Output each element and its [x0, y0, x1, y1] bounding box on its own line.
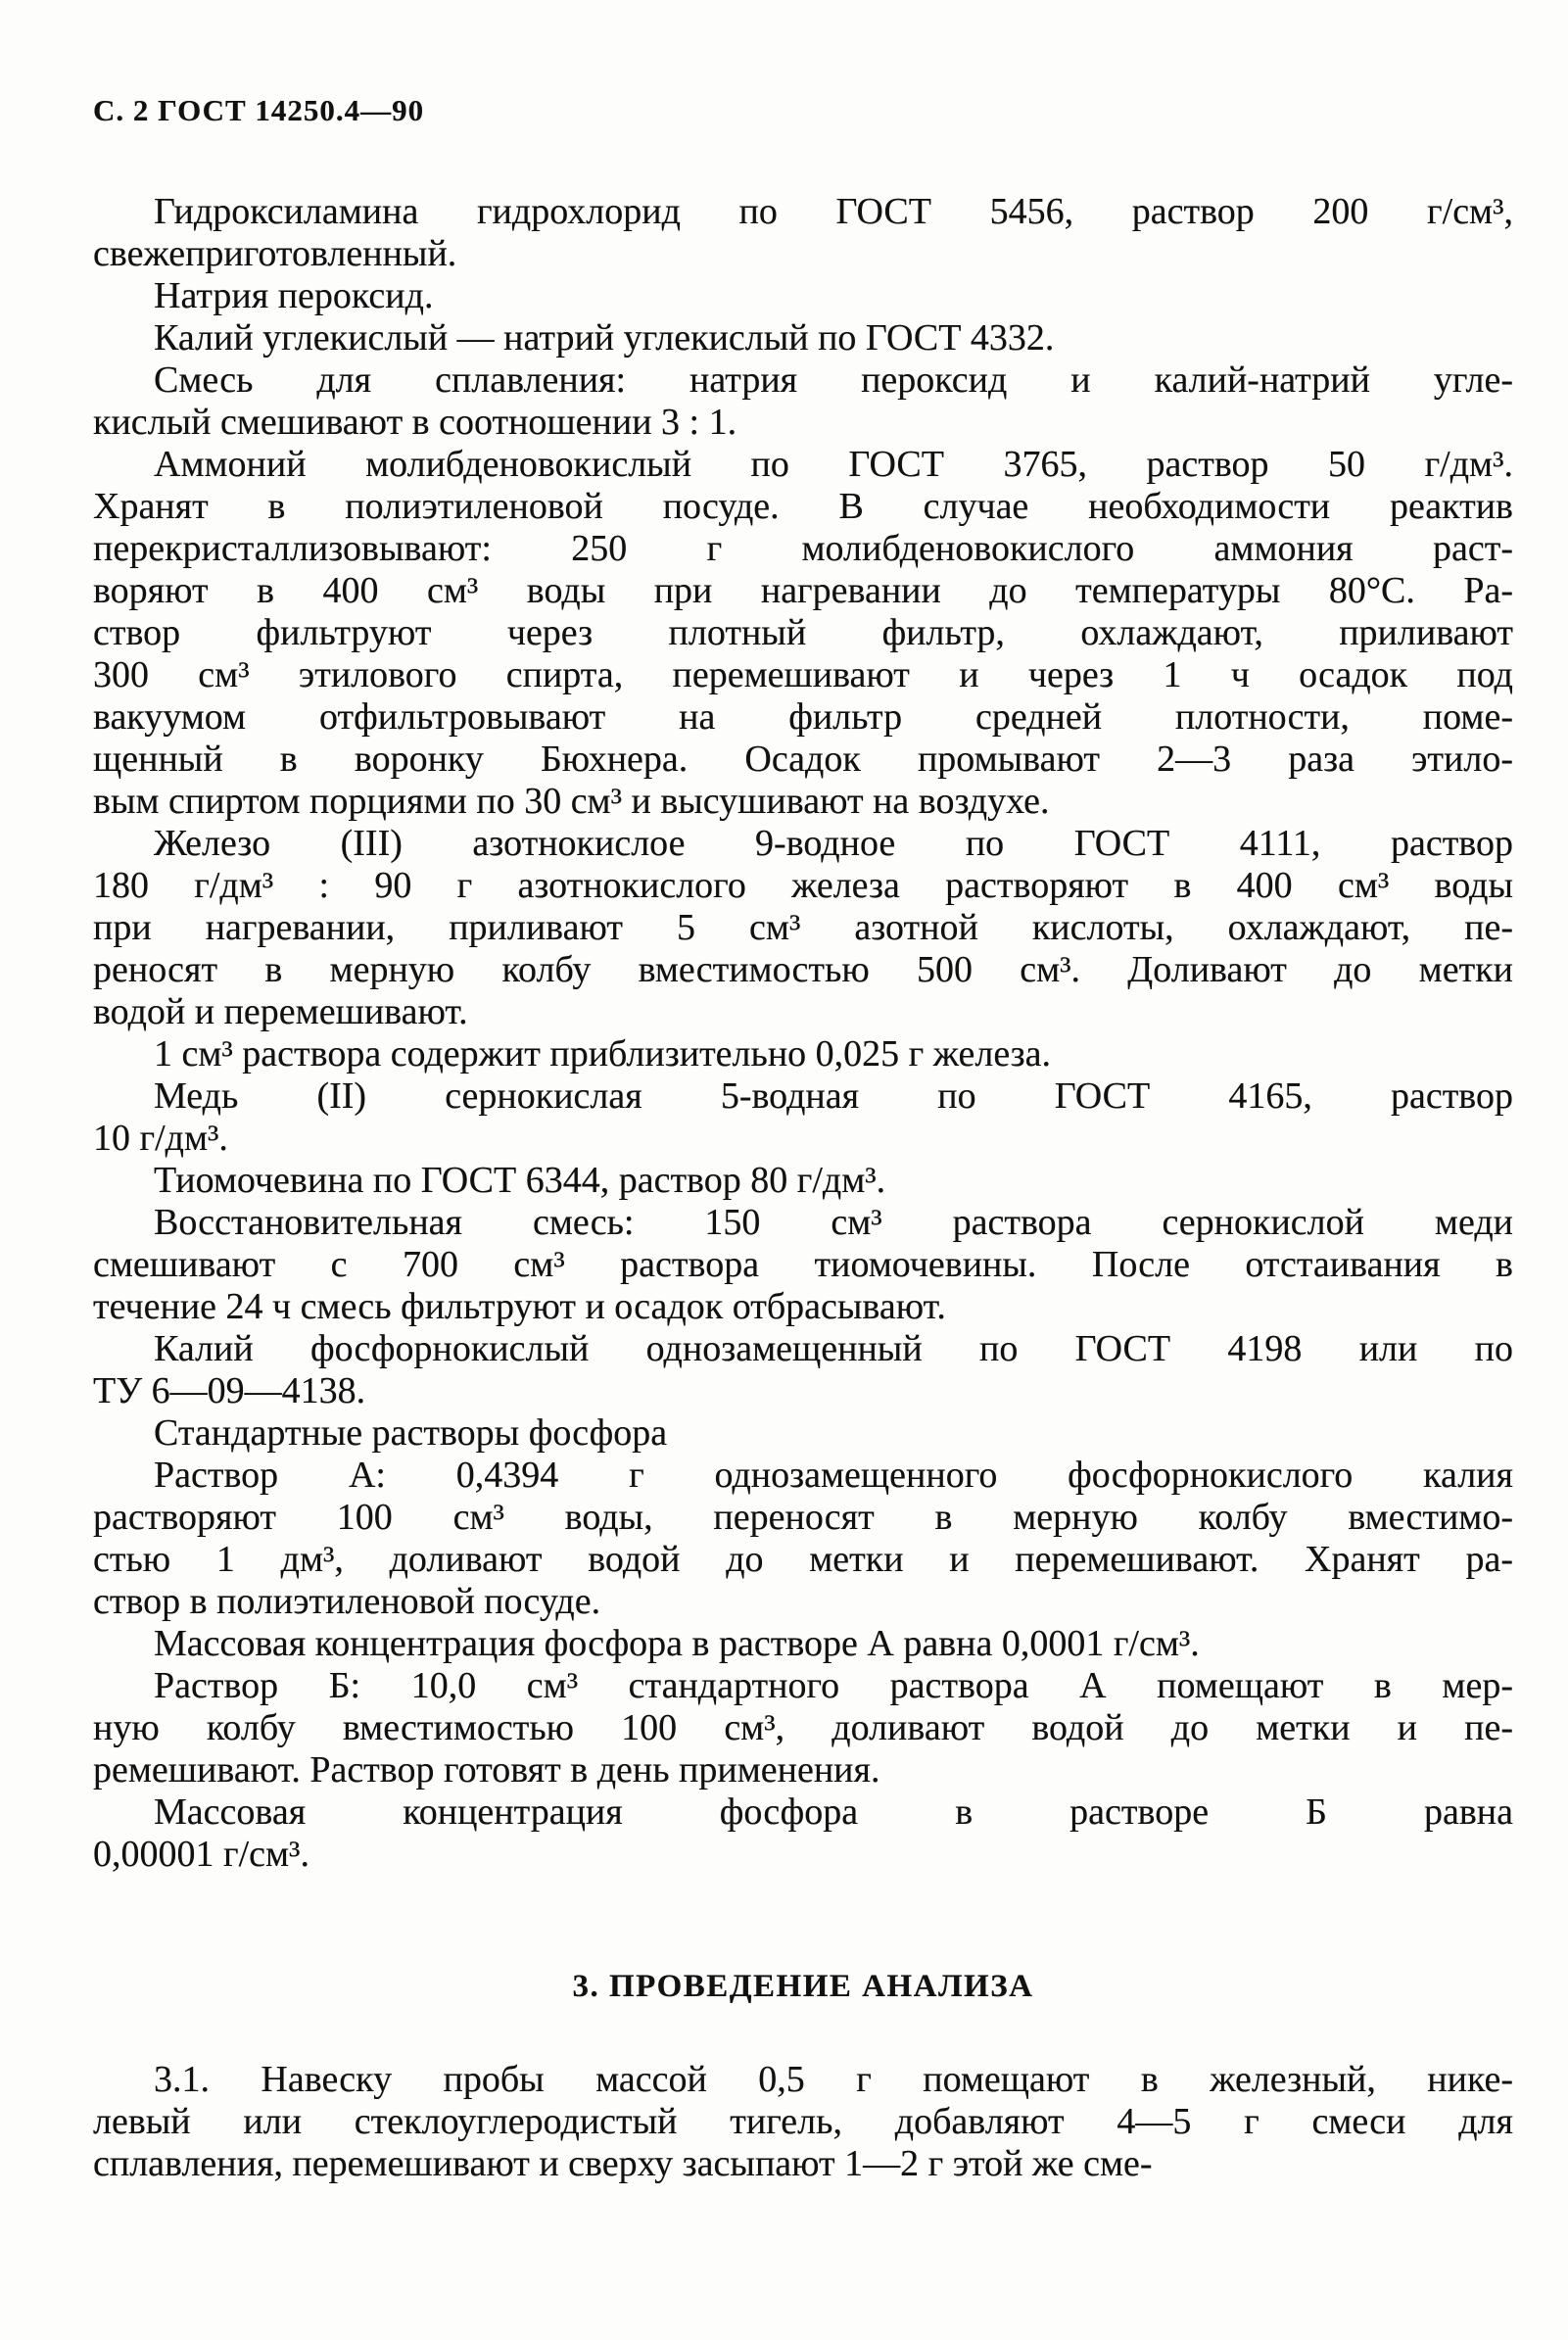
- text-line: 0,00001 г/см³.: [93, 1834, 309, 1875]
- text-line: ную колбу вместимостью 100 см³, доливают водой до метки и пе-: [93, 1707, 1513, 1748]
- text-line: Раствор Б: 10,0 см³ стандартного раствора А помещают в мер-: [154, 1665, 1513, 1706]
- text-line: смешивают с 700 см³ раствора тиомочевины. После отстаивания в: [93, 1244, 1513, 1285]
- paragraph: [93, 1665, 1513, 1791]
- text-line: свежеприготовленный.: [93, 233, 457, 274]
- section-heading: 3. ПРОВЕДЕНИЕ АНАЛИЗА: [572, 1969, 1034, 2004]
- paragraph: [93, 1033, 1513, 1075]
- text-line: Калий углекислый — натрий углекислый по ГОСТ 4332.: [154, 317, 1055, 358]
- text-line: Калий фосфорнокислый однозамещенный по ГОСТ 4198 или по: [154, 1328, 1513, 1369]
- text-line: Смесь для сплавления: натрия пероксид и калий-натрий угле-: [154, 359, 1513, 401]
- text-line: стью 1 дм³, доливают водой до метки и перемешивают. Хранят ра-: [93, 1539, 1513, 1580]
- text-line: при нагревании, приливают 5 см³ азотной кислоты, охлаждают, пе-: [93, 907, 1513, 948]
- document-body: [93, 191, 1513, 2185]
- text-line: Массовая концентрация фосфора в растворе А равна 0,0001 г/см³.: [154, 1623, 1200, 1664]
- text-line: Натрия пероксид.: [154, 275, 434, 316]
- paragraph: [93, 1412, 1513, 1455]
- text-line: ремешивают. Раствор готовят в день применения.: [93, 1749, 880, 1791]
- paragraph: [93, 1160, 1513, 1202]
- paragraph: [93, 1623, 1513, 1665]
- paragraph: [93, 1328, 1513, 1412]
- text-line: Аммоний молибденовокислый по ГОСТ 3765, раствор 50 г/дм³.: [154, 444, 1513, 485]
- paragraph: [93, 317, 1513, 359]
- text-line: вым спиртом порциями по 30 см³ и высушивают на воздухе.: [93, 781, 1050, 822]
- paragraph: [93, 444, 1513, 823]
- paragraph: [93, 1075, 1513, 1160]
- paragraph: [93, 1202, 1513, 1328]
- text-line: водой и перемешивают.: [93, 991, 468, 1032]
- running-header: С. 2 ГОСТ 14250.4—90: [93, 93, 425, 127]
- text-line: Медь (II) сернокислая 5-водная по ГОСТ 4165, раствор: [154, 1075, 1513, 1117]
- text-line: Хранят в полиэтиленовой посуде. В случае необходимости реактив: [93, 486, 1513, 527]
- text-line: 1 см³ раствора содержит приблизительно 0,025 г железа.: [154, 1033, 1052, 1074]
- text-line: кислый смешивают в соотношении 3 : 1.: [93, 402, 737, 443]
- text-line: 10 г/дм³.: [93, 1118, 228, 1159]
- text-line: 300 см³ этилового спирта, перемешивают и через 1 ч осадок под: [93, 654, 1513, 695]
- text-line: перекристаллизовывают: 250 г молибденовокислого аммония раст-: [93, 528, 1513, 569]
- text-line: воряют в 400 см³ воды при нагревании до температуры 80°С. Ра-: [93, 570, 1513, 611]
- paragraph: [93, 1791, 1513, 1876]
- paragraph: [93, 191, 1513, 275]
- text-line: Гидроксиламина гидрохлорид по ГОСТ 5456, раствор 200 г/см³,: [154, 191, 1513, 232]
- text-line: реносят в мерную колбу вместимостью 500 см³. Доливают до метки: [93, 949, 1513, 990]
- text-line: 3.1. Навеску пробы массой 0,5 г помещают в железный, нике-: [154, 2059, 1513, 2100]
- paragraph: [93, 359, 1513, 444]
- paragraph: [93, 275, 1513, 317]
- text-line: сплавления, перемешивают и сверху засыпают 1—2 г этой же сме-: [93, 2143, 1153, 2184]
- paragraph: [93, 1455, 1513, 1623]
- text-line: течение 24 ч смесь фильтруют и осадок отбрасывают.: [93, 1286, 946, 1327]
- text-line: Массовая концентрация фосфора в растворе Б равна: [154, 1791, 1513, 1833]
- text-line: растворяют 100 см³ воды, переносят в мерную колбу вместимо-: [93, 1497, 1513, 1538]
- paragraph: [93, 823, 1513, 1033]
- text-line: вакуумом отфильтровывают на фильтр средней плотности, поме-: [93, 696, 1513, 738]
- text-line: Стандартные растворы фосфора: [154, 1412, 668, 1454]
- text-line: Раствор А: 0,4394 г однозамещенного фосфорнокислого калия: [154, 1455, 1513, 1496]
- text-line: ТУ 6—09—4138.: [93, 1370, 366, 1411]
- text-line: Восстановительная смесь: 150 см³ раствора сернокислой меди: [154, 1202, 1513, 1243]
- text-line: створ фильтруют через плотный фильтр, охлаждают, приливают: [93, 612, 1513, 653]
- text-line: 180 г/дм³ : 90 г азотнокислого железа растворяют в 400 см³ воды: [93, 865, 1513, 906]
- text-line: Железо (III) азотнокислое 9-водное по ГОСТ 4111, раствор: [154, 823, 1513, 864]
- text-line: Тиомочевина по ГОСТ 6344, раствор 80 г/дм³.: [154, 1160, 886, 1201]
- paragraph: [93, 2059, 1513, 2185]
- text-line: щенный в воронку Бюхнера. Осадок промывают 2—3 раза этило-: [93, 739, 1513, 780]
- text-line: створ в полиэтиленовой посуде.: [93, 1581, 601, 1622]
- text-line: левый или стеклоуглеродистый тигель, добавляют 4—5 г смеси для: [93, 2101, 1513, 2142]
